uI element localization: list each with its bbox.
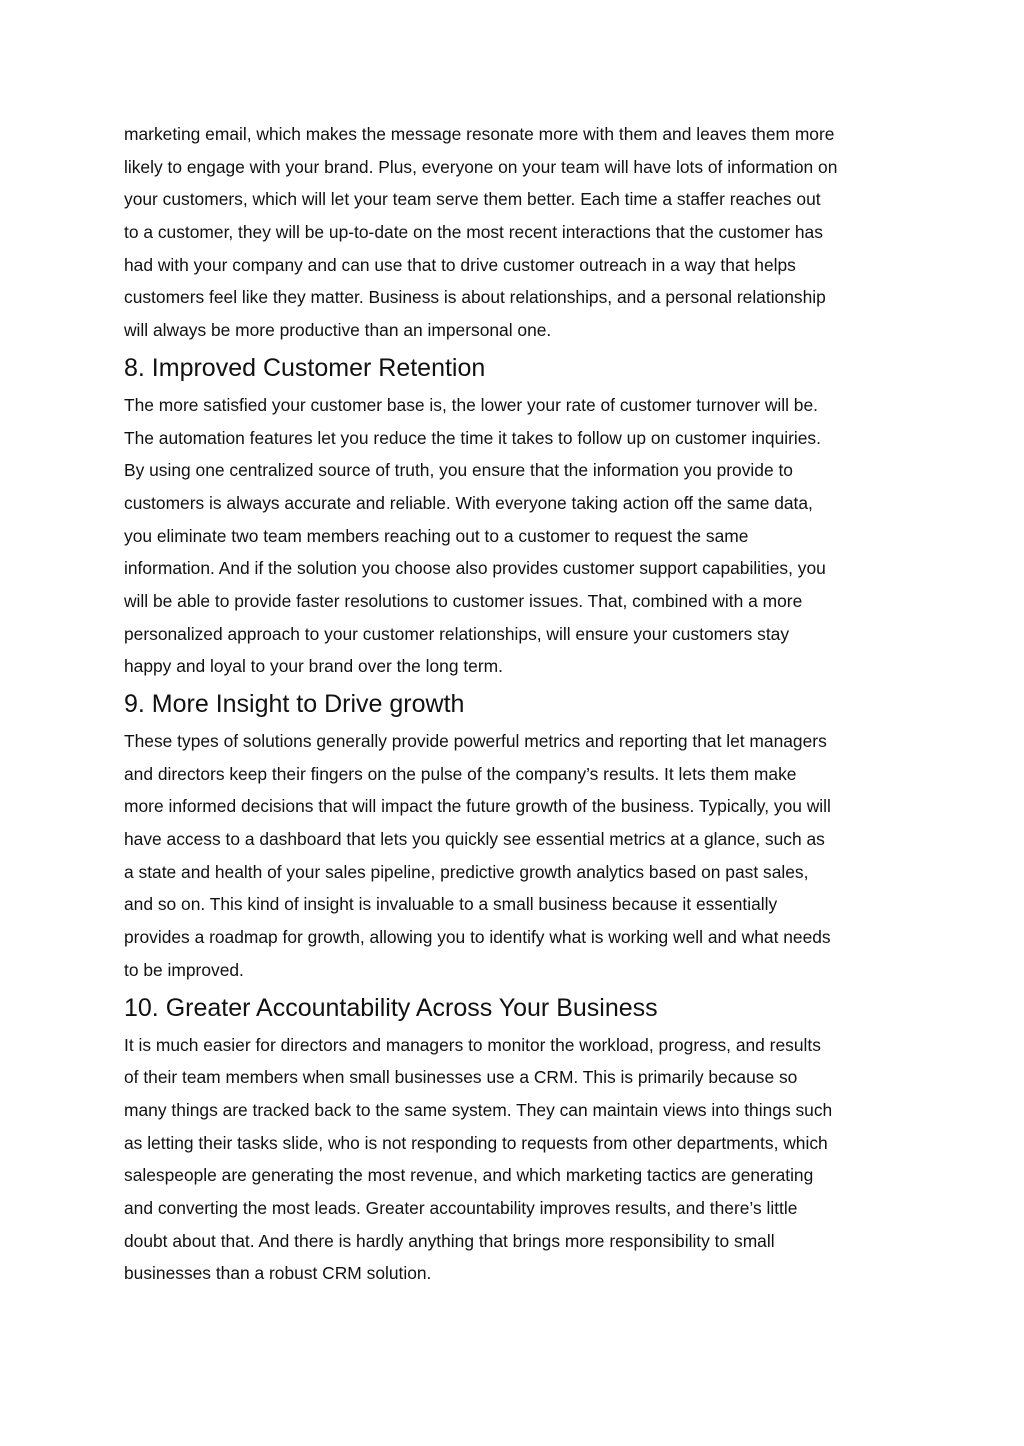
paragraph-line: to a customer, they will be up-to-date on the most recent interactions that the customer has bbox=[124, 222, 823, 243]
paragraph-line: The more satisfied your customer base is, the lower your rate of customer turnover will be. bbox=[124, 394, 818, 415]
section-paragraph-customer-retention bbox=[124, 389, 904, 683]
section-paragraph-greater-accountability bbox=[124, 1029, 904, 1291]
paragraph-line: information. And if the solution you choose also provides customer support capabilities, you bbox=[124, 558, 826, 579]
paragraph-line: customers is always accurate and reliable. With everyone taking action off the same data, bbox=[124, 492, 813, 513]
paragraph-line: personalized approach to your customer relationships, will ensure your customers stay bbox=[124, 623, 790, 644]
section-heading-greater-accountability: 10. Greater Accountability Across Your Business bbox=[124, 993, 658, 1022]
paragraph-line: likely to engage with your brand. Plus, everyone on your team will have lots of information on bbox=[124, 156, 838, 177]
section-paragraph-more-insight bbox=[124, 725, 904, 987]
document-page bbox=[124, 118, 904, 1290]
paragraph-line: will be able to provide faster resolutions to customer issues. That, combined with a more bbox=[124, 590, 803, 611]
paragraph-line: had with your company and can use that to drive customer outreach in a way that helps bbox=[124, 254, 796, 275]
paragraph-line: a state and health of your sales pipeline, predictive growth analytics based on past sales, bbox=[124, 861, 809, 882]
paragraph-line: It is much easier for directors and managers to monitor the workload, progress, and results bbox=[124, 1034, 821, 1055]
paragraph-line: These types of solutions generally provide powerful metrics and reporting that let managers bbox=[124, 731, 827, 751]
paragraph-line: have access to a dashboard that lets you quickly see essential metrics at a glance, such as bbox=[124, 829, 825, 850]
paragraph-line: to be improved. bbox=[124, 959, 244, 980]
paragraph-line: more informed decisions that will impact the future growth of the business. Typically, you will bbox=[124, 796, 831, 817]
paragraph-line: and directors keep their fingers on the pulse of the company’s results. It lets them make bbox=[124, 763, 797, 784]
paragraph-line: salespeople are generating the most revenue, and which marketing tactics are generating bbox=[124, 1165, 814, 1186]
paragraph-line: By using one centralized source of truth, you ensure that the information you provide to bbox=[124, 460, 793, 481]
paragraph-line: provides a roadmap for growth, allowing you to identify what is working well and what needs bbox=[124, 927, 831, 948]
paragraph-line: customers feel like they matter. Business is about relationships, and a personal relationship bbox=[124, 287, 826, 308]
paragraph-line: doubt about that. And there is hardly anything that brings more responsibility to small bbox=[124, 1230, 775, 1251]
paragraph-line: marketing email, which makes the message resonate more with them and leaves them more bbox=[124, 124, 835, 144]
paragraph-line: many things are tracked back to the same system. They can maintain views into things such bbox=[124, 1099, 833, 1120]
paragraph-line: and so on. This kind of insight is invaluable to a small business because it essentially bbox=[124, 894, 778, 915]
paragraph-line: you eliminate two team members reaching out to a customer to request the same bbox=[124, 525, 749, 546]
intro-paragraph bbox=[124, 118, 904, 347]
paragraph-line: The automation features let you reduce the time it takes to follow up on customer inquiries. bbox=[124, 427, 821, 448]
paragraph-line: and converting the most leads. Greater accountability improves results, and there’s little bbox=[124, 1197, 798, 1218]
paragraph-line: businesses than a robust CRM solution. bbox=[124, 1263, 432, 1284]
paragraph-line: of their team members when small businesses use a CRM. This is primarily because so bbox=[124, 1067, 798, 1088]
section-heading-improved-customer-retention: 8. Improved Customer Retention bbox=[124, 353, 486, 382]
section-heading-more-insight: 9. More Insight to Drive growth bbox=[124, 690, 465, 718]
paragraph-line: your customers, which will let your team serve them better. Each time a staffer reaches out bbox=[124, 189, 821, 210]
paragraph-line: happy and loyal to your brand over the long term. bbox=[124, 656, 503, 677]
paragraph-line: as letting their tasks slide, who is not responding to requests from other departments, which bbox=[124, 1132, 828, 1153]
paragraph-line: will always be more productive than an impersonal one. bbox=[124, 320, 552, 341]
